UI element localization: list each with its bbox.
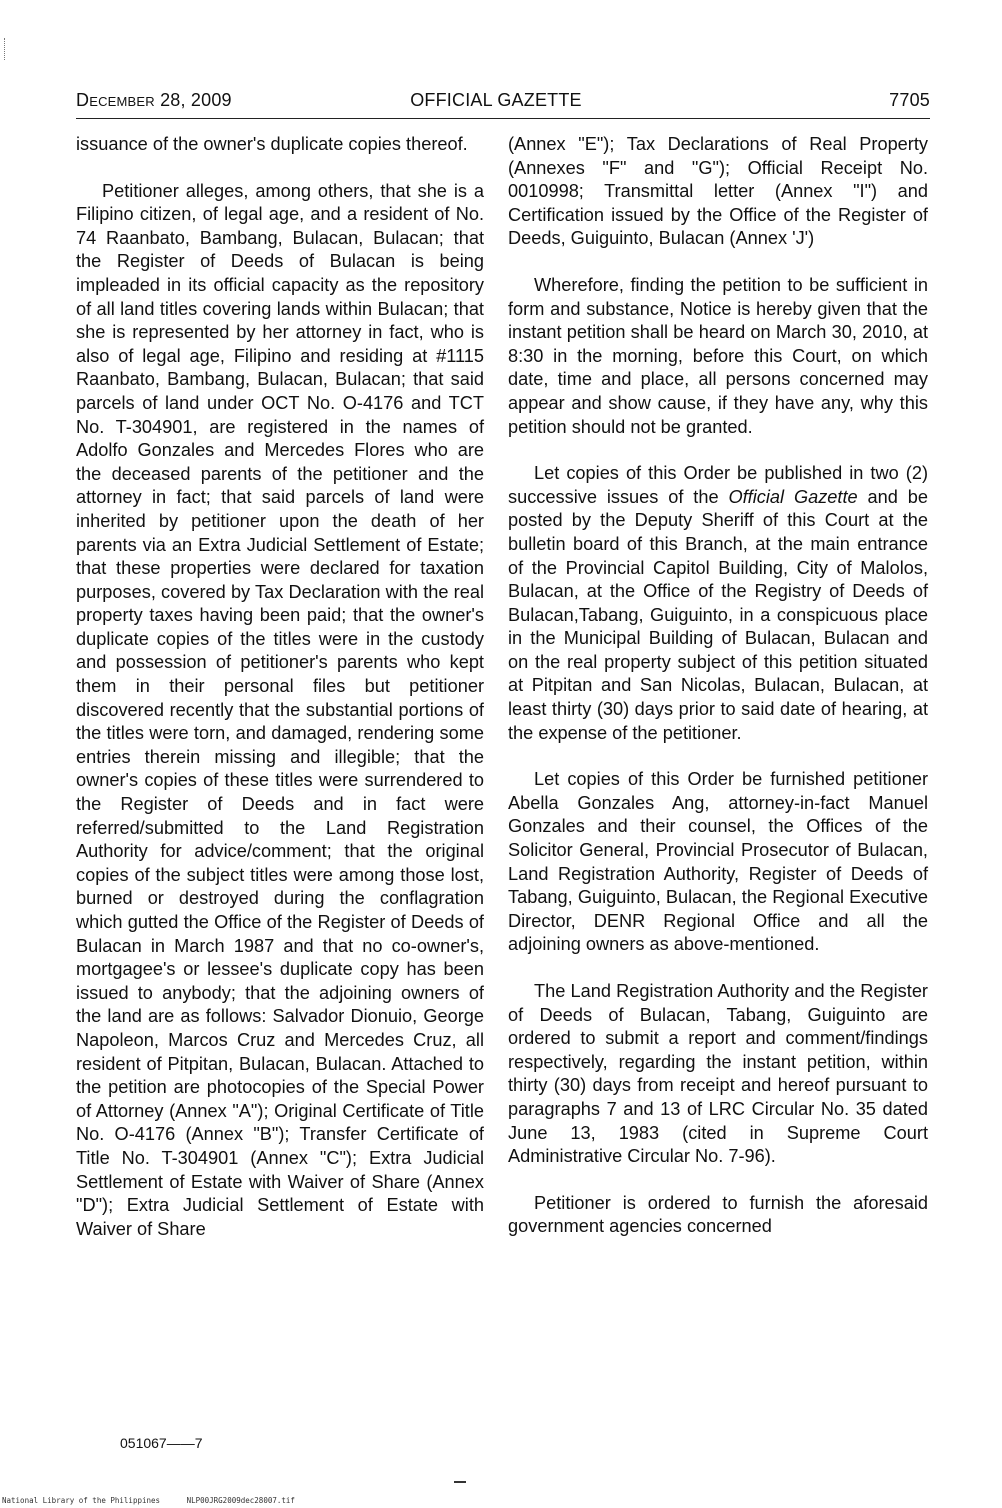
paragraph: [508, 462, 928, 745]
paragraph: Let copies of this Order be furnished petitioner Abella Gonzales Ang, attorney-in-fact Manuel Gonzales and their counsel, the Offices of the Solicitor General, Provincial Prosecutor of Bulacan, Land Registration Authority, Register of Deeds of Tabang, Guiguinto, Bulacan, the Regional Executive Director, DENR Regional Office and all the adjoining owners as above-mentioned.: [508, 769, 928, 955]
file-name: NLP00JRG2009dec28007.tif: [186, 1496, 295, 1505]
text-run: and be posted by the Deputy Sheriff of this Court at the bulletin board of this Branch, at the main entrance of the Provincial Capitol Building, City of Malolos, Bulacan, at the Office of the Registry of Deeds of Bulacan,Tabang, Guiguinto, in a conspicuous place in the Municipal Building of Bulacan, Bulacan and on the real property subject of this petition situated at Pitpitan and San Nicolas, Bulacan, Bulacan, at least thirty (30) days prior to said date of hearing, at the expense of the petitioner.: [508, 486, 928, 743]
scan-footer: [2, 1496, 317, 1505]
paragraph: The Land Registration Authority and the Register of Deeds of Bulacan, Tabang, Guiguinto are ordered to submit a report and comment/findings respectively, regarding the instant petition, within thirty (30) days from receipt and hereof pursuant to paragraphs 7 and 13 of LRC Circular No. 35 dated June 13, 1983 (cited in Supreme Court Administrative Circular No. 7-96).: [508, 981, 928, 1167]
library-name: National Library of the Philippines: [2, 1496, 161, 1505]
header-title: OFFICIAL GAZETTE: [410, 90, 582, 110]
paragraph: (Annex "E"); Tax Declarations of Real Property (Annexes "F" and "G"); Official Receipt No. 0010998; Transmittal letter (Annex "I") and Certification issued by the Office of the Register of Deeds, Guiguinto, Bulacan (Annex 'J'): [508, 134, 928, 249]
page-mark: [454, 1481, 466, 1483]
page-header: [76, 88, 930, 119]
left-column: [76, 133, 484, 1241]
paragraph: Petitioner alleges, among others, that she is a Filipino citizen, of legal age, and a resident of No. 74 Raanbato, Bambang, Bulacan, Bulacan; that the Register of Deeds of Bulacan is being impleaded in its official capacity as the repository of all land titles covering lands within Bulacan; that she is represented by her attorney in fact, who is also of legal age, Filipino and residing at #1115 Raanbato, Bambang, Bulacan, Bulacan; that said parcels of land under OCT No. O-4176 and TCT No. T-304901, are registered in the names of Adolfo Gonzales and Mercedes Flores who are the deceased parents of the petitioner and the attorney in fact; that said parcels of land were inherited by petitioner upon the death of her parents via an Extra Judicial Settlement of Estate; that these properties were declared for taxation purposes, covered by Tax Declaration with the real property taxes having been paid; that the owner's duplicate copies of the titles were in the custody and possession of petitioner's parents who kept them in their personal files but petitioner discovered recently that the substantial portions of the titles were torn, and damaged, rendering some entries therein missing and illegible; that the owner's copies of these titles were surrendered to the Register of Deeds and in fact were referred/submitted to the Land Registration Authority for advice/comment; that the original copies of the subject titles were among those lost, burned or destroyed during the conflagration which gutted the Office of the Register of Deeds of Bulacan in March 1987 and that no co-owner's, mortgagee's or lessee's duplicate copy has been issued to anybody; that the adjoining owners of the land are as follows: Salvador Dionuio, George Napoleon, Marcos Cruz and Mercedes Cruz, all resident of Pitpitan, Bulacan, Bulacan. Attached to the petition are photocopies of the Special Power of Attorney (Annex "A"); Original Certificate of Title No. O-4176 (Annex "B"); Transfer Certificate of Title No. T-304901 (Annex "C"); Extra Judicial Settlement of Estate with Waiver of Share (Annex "D"); Extra Judicial Settlement of Estate with Waiver of Share: [76, 180, 484, 1239]
header-date: December 28, 2009: [76, 90, 232, 110]
page-number: 7705: [889, 90, 930, 110]
paragraph: issuance of the owner's duplicate copies thereof.: [76, 134, 468, 154]
publication-name: Official Gazette: [728, 486, 858, 507]
footer-code: 051067——7: [120, 1435, 203, 1451]
paragraph: Wherefore, finding the petition to be sufficient in form and substance, Notice is hereby given that the instant petition shall be heard on March 30, 2010, at 8:30 in the morning, before this Court, on which date, time and place, all persons concerned may appear and show cause, if they have any, why this petition should not be granted.: [508, 274, 928, 437]
right-column: [508, 133, 928, 1239]
paragraph: Petitioner is ordered to furnish the aforesaid government agencies concerned: [508, 1192, 928, 1237]
scan-mark: [4, 38, 6, 60]
text-run: Let copies of this Order be published in two (2) successive issues of the: [508, 463, 928, 507]
